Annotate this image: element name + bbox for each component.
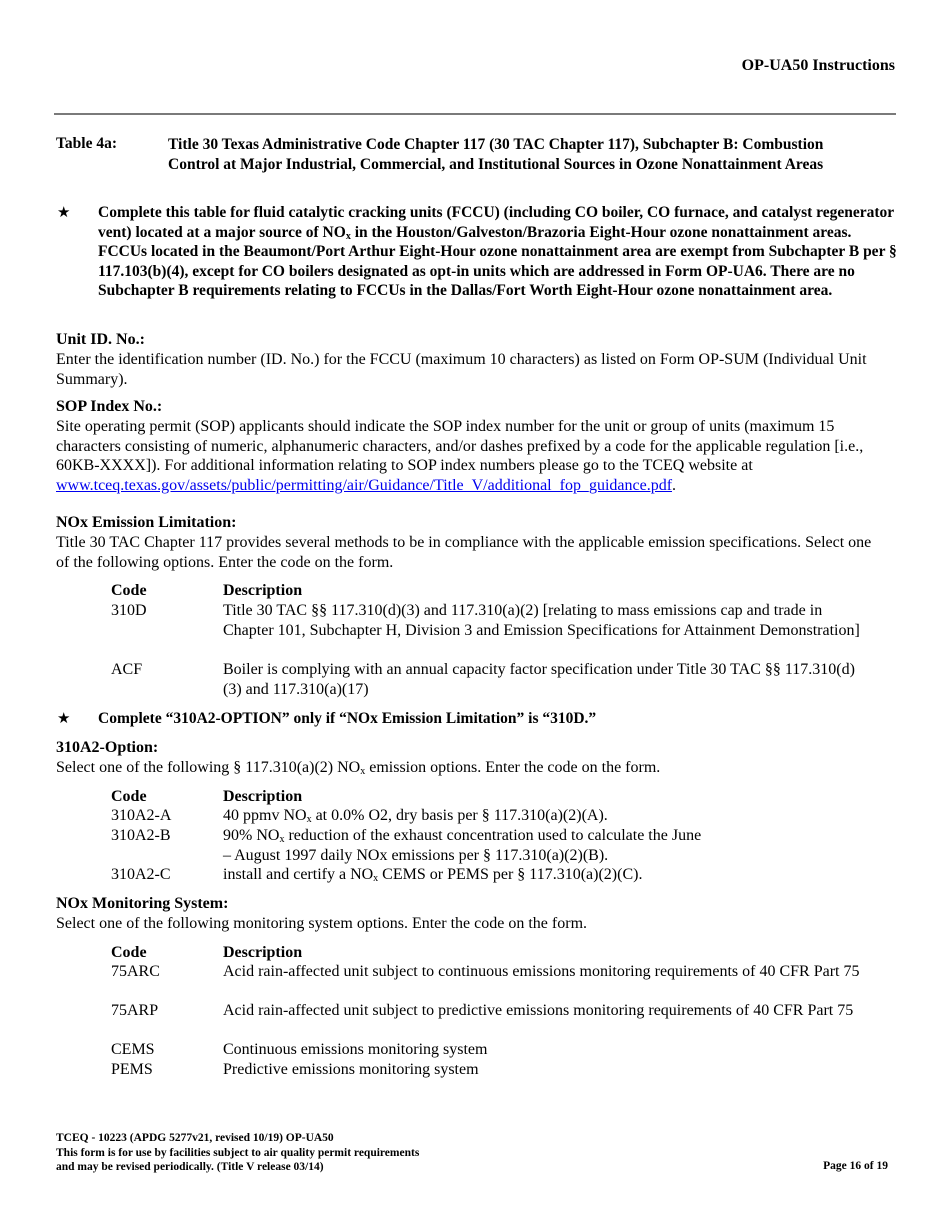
tceq-guidance-link[interactable]: www.tceq.texas.gov/assets/public/permitting/air/Guidance/Title_V/additional_fop_guidance.pdf <box>56 476 673 494</box>
nox-monitor-desc: Predictive emissions monitoring system <box>223 1061 479 1078</box>
nox-limit-text: Title 30 TAC Chapter 117 provides several methods to be in compliance with the applicable emission specifications. Select one of the following options. Enter the code on the form. <box>56 534 872 571</box>
option-310a2-text: Select one of the following § 117.310(a)(2) $NO_x$ emission options. Enter the code on the form. <box>56 759 661 777</box>
unit-id-heading: Unit ID. No.: <box>56 331 145 348</box>
nox-monitor-heading: NOx Monitoring System: <box>56 895 229 912</box>
nox-monitor-desc: Continuous emissions monitoring system <box>223 1041 488 1058</box>
footer-line: TCEQ - 10223 (APDG 5277v21, revised 10/19) OP-UA50 <box>56 1132 334 1144</box>
nox-monitor-code-header: Code <box>111 944 147 961</box>
option-310a2-desc: 40 ppmv $NO_x$ at 0.0% O2, dry basis per § 117.310(a)(2)(A). <box>223 807 608 825</box>
header-title: OP-UA50 Instructions <box>741 57 895 74</box>
nox-monitor-text: Select one of the following monitoring system options. Enter the code on the form. <box>56 915 588 932</box>
star-icon: ★ <box>57 205 71 221</box>
option-310a2-desc: 90% $NO_x$ reduction of the exhaust concentration used to calculate the June – August 1997 daily NOx emissions per § 117.310(a)(2)(B). <box>223 827 702 864</box>
nox-limit-desc: Title 30 TAC §§ 117.310(d)(3) and 117.310(a)(2) [relating to mass emissions cap and trade in Chapter 101, Subchapter H, Division 3 and Emission Specifications for Attainment Demonstration] <box>223 602 860 639</box>
sop-index-text: Site operating permit (SOP) applicants should indicate the SOP index number for the unit or group of units (maximum 15 characters consisting of numeric, alphanumeric characters, and/or dashes prefixed by a code for the applicable regulation [i.e., 60KB-XXXX]). For additional information relating to SOP index numbers please go to the TCEQ website at www.tceq.texas.gov/assets/public/permitting/air/Guidance/Title_V/additional_fop_guidance.pdf. <box>56 418 864 494</box>
option-310a2-desc-header: Description <box>223 788 303 805</box>
unit-id-text: Enter the identification number (ID. No.) for the FCCU (maximum 10 characters) as listed on Form OP-SUM (Individual Unit Summary). <box>56 351 867 388</box>
footer-line: This form is for use by facilities subject to air quality permit requirements <box>56 1146 420 1159</box>
option-310a2-code: 310A2-C <box>111 866 171 883</box>
nox-limit-code-header: Code <box>111 582 147 599</box>
nox-monitor-code: CEMS <box>111 1041 155 1058</box>
sop-index-heading: SOP Index No.: <box>56 398 163 415</box>
nox-monitor-code: 75ARC <box>111 963 160 980</box>
option-310a2-code: 310A2-A <box>111 807 172 824</box>
nox-limit-desc: Boiler is complying with an annual capacity factor specification under Title 30 TAC §§ 117.310(d)(3) and 117.310(a)(17) <box>223 661 855 698</box>
table-label: Table 4a: <box>56 135 118 152</box>
note-fccu-scope: Complete this table for fluid catalytic cracking units (FCCU) (including CO boiler, CO furnace, and catalyst regenerator vent) located at a major source of $NO_x$ in the Houston/Galveston/Brazoria Eight-Hour ozone nonattainment areas. FCCUs located in the Beaumont/Port Arthur Eight-Hour ozone nonattainment area are exempt from Subchapter B per § 117.103(b)(4), except for CO boilers designated as opt-in units which are addressed in Form OP-UA6. There are no Subchapter B requirements relating to FCCUs in the Dallas/Fort Worth Eight-Hour ozone nonattainment area. <box>98 204 897 300</box>
option-310a2-code-header: Code <box>111 788 147 805</box>
nox-monitor-code: PEMS <box>111 1061 153 1078</box>
star-icon: ★ <box>57 711 71 727</box>
footer-line: and may be revised periodically. (Title V release 03/14) <box>56 1161 324 1173</box>
nox-limit-heading: NOx Emission Limitation: <box>56 514 237 531</box>
nox-monitor-desc-header: Description <box>223 944 303 961</box>
table-title: Title 30 Texas Administrative Code Chapter 117 (30 TAC Chapter 117), Subchapter B: Combustion Control at Major Industrial, Commercial, and Institutional Sources in Ozone Nonattainment Areas <box>168 136 824 173</box>
page-number: Page 16 of 19 <box>823 1160 888 1172</box>
note-310a2-option: Complete “310A2-OPTION” only if “NOx Emission Limitation” is “310D.” <box>98 710 597 727</box>
nox-limit-code: ACF <box>111 661 143 678</box>
nox-monitor-desc: Acid rain-affected unit subject to predictive emissions monitoring requirements of 40 CFR Part 75 <box>223 1002 854 1019</box>
option-310a2-heading: 310A2-Option: <box>56 739 159 756</box>
nox-monitor-desc: Acid rain-affected unit subject to continuous emissions monitoring requirements of 40 CFR Part 75 <box>223 963 860 980</box>
footer-form-info <box>56 1131 419 1175</box>
header-rule <box>54 113 896 115</box>
nox-limit-desc-header: Description <box>223 582 303 599</box>
nox-monitor-code: 75ARP <box>111 1002 159 1019</box>
option-310a2-desc: install and certify a $NO_x$ CEMS or PEMS per § 117.310(a)(2)(C). <box>223 866 643 884</box>
nox-limit-code: 310D <box>111 602 147 619</box>
option-310a2-code: 310A2-B <box>111 827 171 844</box>
